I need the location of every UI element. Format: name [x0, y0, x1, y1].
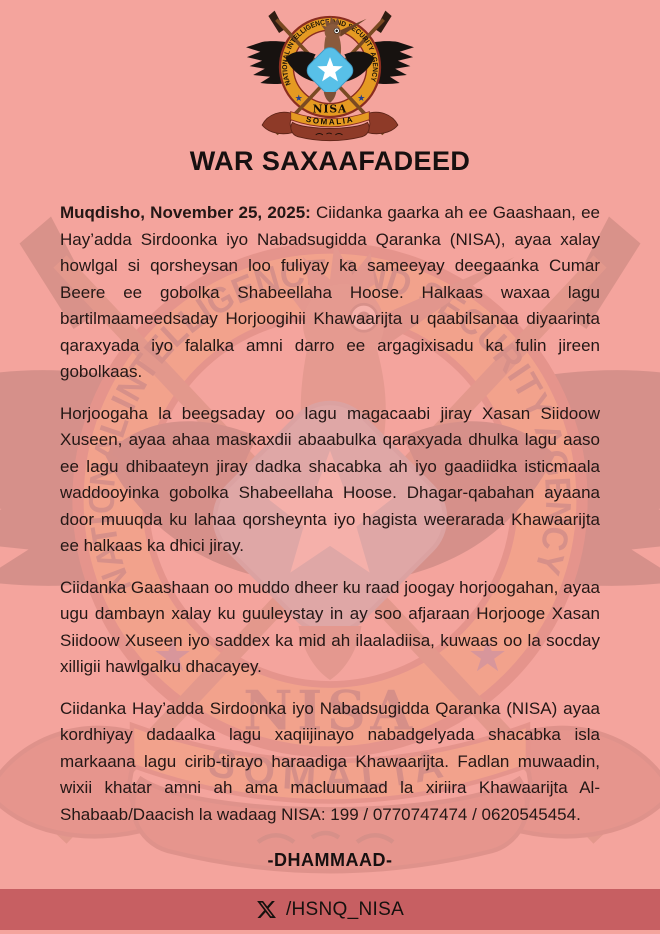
- nisa-emblem-logo: [241, 8, 420, 142]
- press-paragraph: Ciidanka Hay’adda Sirdoonka iyo Nabadsugidda Qaranka (NISA) ayaa kordhiyay dadaalka lagu xaqiijinayo nabadgelyada shacabka isla markaana lagu cirib-tirayo haraadiga Khawaarijta. Fadlan muwaadin, wixii khatar amni ah ama macluumaad la xiriira Khawaarijta Al-Shabaab/Daacish la wadaag NISA: 199 / 0770747474 / 0620545454.: [60, 698, 600, 824]
- dateline: Muqdisho, November 25, 2025:: [60, 203, 316, 222]
- social-handle: /HSNQ_NISA: [285, 898, 405, 920]
- press-paragraph: Horjoogaha la beegsaday oo lagu magacaabi jiray Xasan Siidoow Xuseen, ayaa ahaa maskaxdii abaabulka qaraxyada dhulka lagu aaso ee lagu dhibaateyn jiray dadka shacabka ah iyo gaadiidka isticmaala waddooyinka gobolka Shabeellaha Hoose. Dhagar-qabahan ayaana door muuqda ku lahaa qorsheynta iyo hagista weerarada Khawaarijta ee halkaas ka dhici jiray.: [60, 403, 600, 555]
- page-title: WAR SAXAAFADEED: [189, 146, 471, 176]
- press-paragraph: Muqdisho, November 25, 2025: Ciidanka gaarka ah ee Gaashaan, ee Hay’adda Sirdoonka iyo Nabadsugidda Qaranka (NISA), ayaa xalay howlgal si qorsheysan loo fuliyay ka sameeyay deegaanka Cumar Beere ee gobolka Shabeellaha Hoose. Halkaas waxaa lagu bartilmaameedsaday Horjoogihii Khawaarijta u qaabilsanaa diyaarinta qaraxyada iyo falalka amni darro ee argagixisadu ka fulin jireen gobolkaas.: [60, 203, 600, 381]
- x-twitter-icon: [256, 899, 277, 920]
- press-paragraph: Ciidanka Gaashaan oo muddo dheer ku raad joogay horjoogahan, ayaa ugu dambayn xalay ku guuleystay in ay soo afjaraan Horjooge Xasan Siidoow Xuseen iyo saddex ka mid ah ilaaladiisa, kuwaas oo la socday xilligii hawlgalku dhacayey.: [60, 577, 600, 676]
- press-release-body: [60, 200, 600, 871]
- end-mark: -DHAMMAAD-: [267, 850, 393, 870]
- footer-bar: [0, 889, 660, 930]
